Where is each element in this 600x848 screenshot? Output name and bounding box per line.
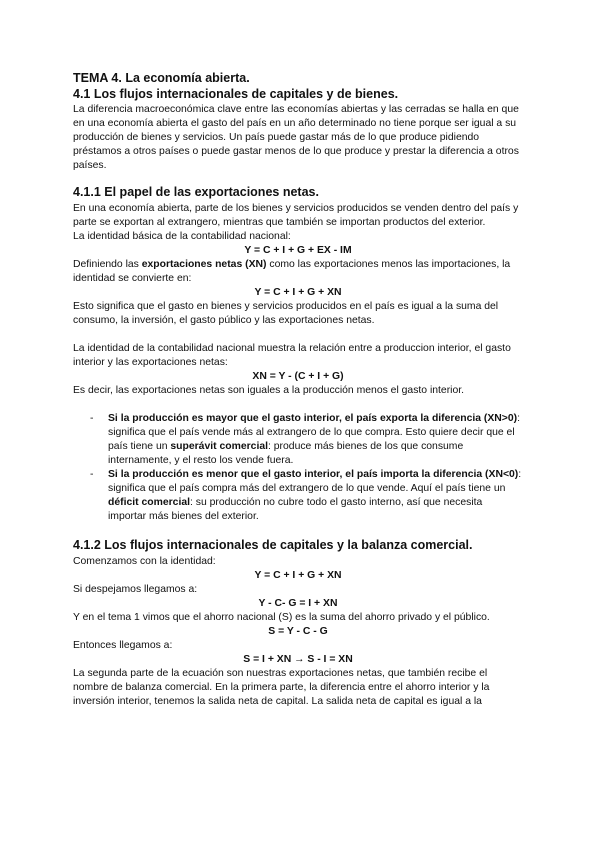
- paragraph: La identidad básica de la contabilidad nacional:: [73, 231, 291, 242]
- equation: Y - C- G = I + XN: [258, 598, 338, 609]
- equation: S = Y - C - G: [268, 626, 328, 637]
- paragraph: Es decir, las exportaciones netas son iguales a la producción menos el gasto interior.: [73, 385, 465, 396]
- paragraph: Y en el tema 1 vimos que el ahorro nacional (S) es la suma del ahorro privado y el público.: [73, 612, 490, 623]
- list-item: - Si la producción es mayor que el gasto interior, el país exporta la diferencia (XN>0): significa que el país vende más al extrangero de lo que compra. Esto quiere decir que el país tiene un superávit comercial: produce más bienes de los que consume internamente, y el resto los vende fuera.: [90, 413, 521, 466]
- equation: Y = C + I + G + EX - IM: [244, 245, 352, 256]
- section-4-1-2-heading: 4.1.2 Los flujos internacionales de capitales y la balanza comercial.: [73, 538, 473, 552]
- paragraph: En una economía abierta, parte de los bienes y servicios producidos se venden dentro del país y parte se exportan al extrangero, mientras que también se importan productos del exterior.: [73, 203, 519, 228]
- paragraph: Comenzamos con la identidad:: [73, 556, 216, 567]
- section-4-1-1-heading: 4.1.1 El papel de las exportaciones netas.: [73, 185, 319, 199]
- document-page: [73, 70, 523, 709]
- section-4-1-heading: 4.1 Los flujos internacionales de capitales y de bienes.: [73, 87, 399, 101]
- paragraph: Esto significa que el gasto en bienes y servicios producidos en el país es igual a la suma del consumo, la inversión, el gasto público y las exportaciones netas.: [73, 301, 499, 326]
- section-4-1-paragraph: La diferencia macroeconómica clave entre las economías abiertas y las cerradas se halla en que en una economía abierta el gasto del país en un año determinado no tiene porque ser igual a su producción de bienes y servicios. Un país puede gastar más de lo que produce pidiendo préstamos a otros países o puede gastar menos de lo que produce y prestar la diferencia a otros países.: [73, 104, 519, 171]
- equation: S = I + XN → S - I = XN: [243, 654, 353, 665]
- document-title: TEMA 4. La economía abierta.: [73, 71, 250, 85]
- equation: Y = C + I + G + XN: [254, 287, 342, 298]
- bold-term: exportaciones netas (XN): [141, 259, 267, 270]
- equation: Y = C + I + G + XN: [254, 570, 342, 581]
- equation: XN = Y - (C + I + G): [252, 371, 344, 382]
- dash-list: [73, 412, 523, 524]
- paragraph: La identidad de la contabilidad nacional muestra la relación entre a produccion interior, el gasto interior y las exportaciones netas:: [73, 343, 511, 368]
- list-item: - Si la producción es menor que el gasto interior, el país importa la diferencia (XN<0): significa que el país compra más del extrangero de lo que vende. Aquí el país tiene un déficit comercial: su producción no cubre todo el gasto interno, así que necesita importar más bienes del exterior.: [90, 469, 522, 522]
- paragraph: Entonces llegamos a:: [73, 640, 173, 651]
- paragraph: Definiendo las exportaciones netas (XN) como las exportaciones menos las importaciones, la identidad se convierte en:: [73, 259, 511, 284]
- paragraph: Si despejamos llegamos a:: [73, 584, 198, 595]
- paragraph: La segunda parte de la ecuación son nuestras exportaciones netas, que también recibe el nombre de balanza comercial. En la primera parte, la diferencia entre el ahorro interior y la inversión interior, tenemos la salida neta de capital. La salida neta de capital es igual a la: [73, 668, 490, 707]
